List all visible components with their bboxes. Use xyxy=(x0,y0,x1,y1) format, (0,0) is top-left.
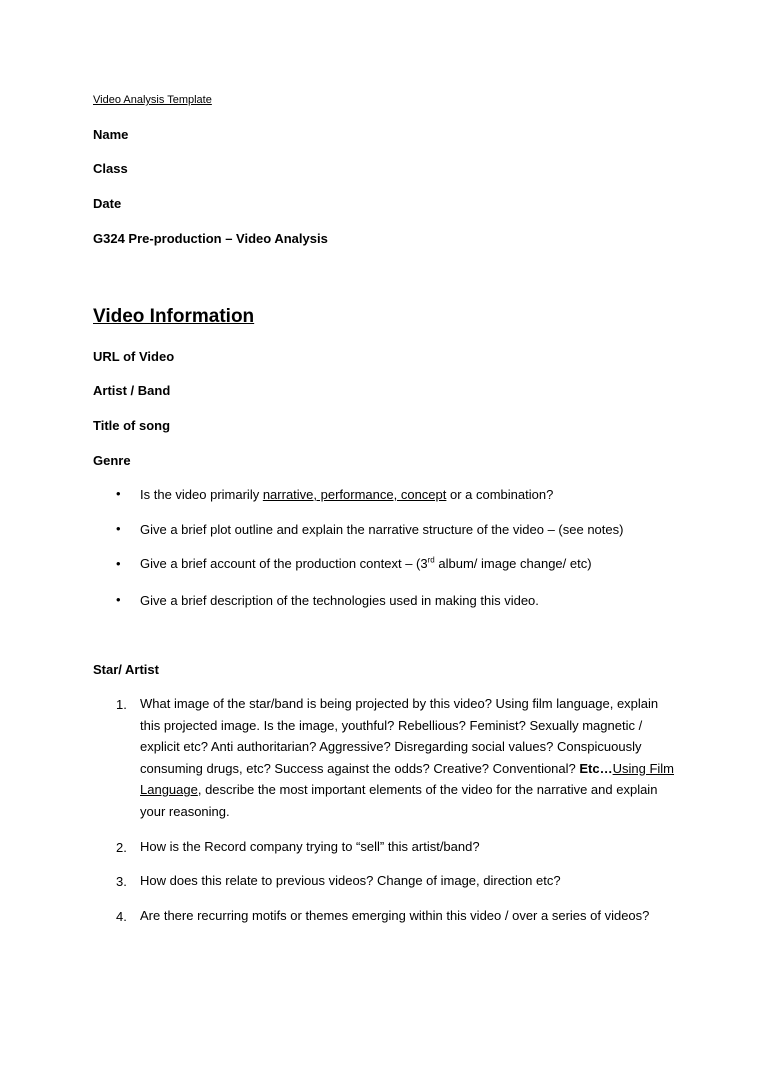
bullet-1-text: Is the video primarily xyxy=(140,487,263,502)
date-label: Date xyxy=(93,196,122,211)
list-number: 2. xyxy=(116,840,127,855)
question-3: How does this relate to previous videos? Change of image, direction etc? xyxy=(140,873,561,888)
question-4: Are there recurring motifs or themes emerging within this video / over a series of videos? xyxy=(140,908,650,923)
question-1 xyxy=(140,693,680,822)
document-title: Video Analysis Template xyxy=(93,94,212,106)
video-information-heading: Video Information xyxy=(93,306,255,327)
question-2: How is the Record company trying to “sell” this artist/band? xyxy=(140,839,480,854)
bullet-3-text: Give a brief account of the production context – (3 xyxy=(140,556,428,571)
list-number: 1. xyxy=(116,697,127,712)
bullet-item-3 xyxy=(140,556,592,571)
list-number: 3. xyxy=(116,874,127,889)
list-number: 4. xyxy=(116,909,127,924)
url-label: URL of Video xyxy=(93,349,175,364)
question-1-tail: , describe the most important elements of the video for the narrative and explain your reasoning. xyxy=(140,782,658,819)
question-1-text: What image of the star/band is being projected by this video? Using film language, explain this projected image. Is the image, youthful? Rebellious? Feminist? Sexually magnetic / explicit etc? Anti authoritarian? Aggressive? Disregarding social values? Conspicuously consuming drugs, etc? Success against the odds? Creative? Conventional? xyxy=(140,696,659,776)
genre-label: Genre xyxy=(93,453,131,468)
question-1-underlined: Using Film Language xyxy=(140,760,675,797)
bullet-icon: • xyxy=(116,556,121,571)
bullet-icon: • xyxy=(116,486,121,501)
bullet-item-2: Give a brief plot outline and explain the narrative structure of the video – (see notes) xyxy=(140,522,624,537)
star-artist-heading: Star/ Artist xyxy=(93,662,159,677)
bullet-1-text-end: or a combination? xyxy=(446,487,554,502)
bullet-3-text-end: album/ image change/ etc) xyxy=(434,556,592,571)
bullet-3-superscript: rd xyxy=(427,555,435,565)
bullet-1-underlined: narrative, performance, concept xyxy=(262,487,447,502)
artist-label: Artist / Band xyxy=(93,383,171,398)
bullet-icon: • xyxy=(116,521,121,536)
song-title-label: Title of song xyxy=(93,418,171,433)
bullet-item-4: Give a brief description of the technologies used in making this video. xyxy=(140,593,539,608)
bullet-icon: • xyxy=(116,592,121,607)
name-label: Name xyxy=(93,127,129,142)
bullet-item-1 xyxy=(140,487,553,502)
class-label: Class xyxy=(93,161,128,176)
question-1-bold: Etc… xyxy=(579,760,613,776)
unit-label: G324 Pre-production – Video Analysis xyxy=(93,231,328,246)
